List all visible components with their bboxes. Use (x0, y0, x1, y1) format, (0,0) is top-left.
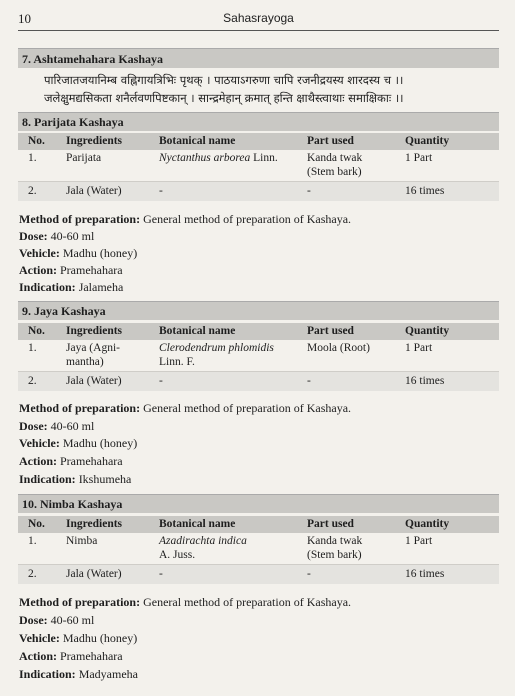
method-of-preparation: Method of preparation: General method of preparation of Kashaya. (19, 595, 352, 609)
table-row (18, 372, 499, 392)
cell-quantity: 1 Part (401, 533, 499, 565)
cell-part-used: Moola (Root) (303, 340, 401, 372)
ingredient-line-1: Jaya (Agni- (66, 342, 120, 354)
dose: Dose: 40-60 ml (19, 613, 95, 627)
part-line-2: (Stem bark) (307, 549, 362, 561)
header-quantity: Quantity (405, 325, 450, 337)
cell-ingredient (62, 340, 155, 372)
dose: Dose: 40-60 ml (19, 419, 95, 433)
header-part-used: Part used (307, 518, 354, 530)
cell-botanical: - (155, 182, 303, 202)
botanical-author: A. Juss. (159, 549, 196, 561)
ingredient-line-2: mantha) (66, 356, 104, 368)
header-part-used: Part used (307, 135, 354, 147)
cell-botanical (155, 533, 303, 565)
cell-no: 1. (18, 150, 62, 182)
header-botanical-name: Botanical name (159, 135, 236, 147)
part-line-1: Kanda twak (307, 152, 363, 164)
cell-no: 1. (18, 533, 62, 565)
header-ingredients: Ingredients (66, 135, 123, 147)
cell-ingredient: Nimba (62, 533, 155, 565)
cell-no: 2. (18, 182, 62, 202)
action: Action: Pramehahara (19, 649, 123, 663)
indication: Indication: Ikshumeha (19, 472, 132, 486)
cell-quantity: 1 Part (401, 150, 499, 182)
header-ingredients: Ingredients (66, 518, 123, 530)
botanical-author: Linn. F. (159, 356, 195, 368)
botanical-species: Clerodendrum phlomidis (159, 342, 274, 354)
cell-no: 2. (18, 565, 62, 585)
botanical-author: Linn. (250, 152, 278, 164)
header-botanical-name: Botanical name (159, 518, 236, 530)
cell-botanical (155, 150, 303, 182)
header-no: No. (28, 518, 45, 530)
botanical-species: Azadirachta indica (159, 535, 247, 547)
cell-botanical: - (155, 565, 303, 585)
table-row (18, 565, 499, 585)
header-quantity: Quantity (405, 518, 450, 530)
section-title-8: 8. Parijata Kashaya (18, 112, 499, 131)
part-line-1: Kanda twak (307, 535, 363, 547)
cell-quantity: 16 times (401, 565, 499, 585)
indication: Indication: Jalameha (19, 280, 124, 294)
cell-ingredient: Parijata (62, 150, 155, 182)
section-title-9: 9. Jaya Kashaya (18, 301, 499, 320)
running-title: Sahasrayoga (223, 11, 294, 25)
cell-part-used: - (303, 372, 401, 392)
part-line-2: (Stem bark) (307, 166, 362, 178)
cell-ingredient: Jala (Water) (62, 565, 155, 585)
ingredients-table-8 (18, 133, 499, 201)
header-ingredients: Ingredients (66, 325, 123, 337)
table-row (18, 533, 499, 565)
header-quantity: Quantity (405, 135, 450, 147)
cell-quantity: 16 times (401, 182, 499, 202)
action: Action: Pramehahara (19, 263, 123, 277)
header-no: No. (28, 135, 45, 147)
indication: Indication: Madyameha (19, 667, 138, 681)
ingredients-table-10 (18, 516, 499, 584)
header-botanical-name: Botanical name (159, 325, 236, 337)
cell-part-used: - (303, 565, 401, 585)
header-part-used: Part used (307, 325, 354, 337)
cell-part-used (303, 150, 401, 182)
page-header (18, 8, 499, 31)
table-header-row (18, 133, 499, 150)
sanskrit-verse-line-1: पारिजातजयानिम्ब वह्निगायत्रिभिः पृथक् । पाठयाऽगरुणा चापि रजनीद्रयस्य शारदस्य च ।। (44, 73, 404, 87)
vehicle: Vehicle: Madhu (honey) (19, 246, 138, 260)
action: Action: Pramehahara (19, 454, 123, 468)
table-row (18, 150, 499, 182)
sanskrit-verse-line-2: जलेक्षुमद्यसिकता शनैर्लवणपिष्टकान् । सान्द्रमेहान् क्रमात् हन्ति क्षाथैस्त्वाथाः समाक्षिकाः ।। (44, 91, 404, 105)
table-header-row (18, 516, 499, 533)
cell-botanical (155, 340, 303, 372)
cell-no: 2. (18, 372, 62, 392)
section-title-10: 10. Nimba Kashaya (18, 494, 499, 513)
method-of-preparation: Method of preparation: General method of preparation of Kashaya. (19, 401, 352, 415)
vehicle: Vehicle: Madhu (honey) (19, 631, 138, 645)
botanical-species: Nyctanthus arborea (159, 152, 251, 164)
section-title-7: 7. Ashtamehahara Kashaya (18, 48, 499, 68)
table-row (18, 182, 499, 202)
vehicle: Vehicle: Madhu (honey) (19, 436, 138, 450)
table-row (18, 340, 499, 372)
method-of-preparation: Method of preparation: General method of preparation of Kashaya. (19, 212, 352, 226)
cell-part-used: - (303, 182, 401, 202)
ingredients-table-9 (18, 323, 499, 391)
cell-quantity: 16 times (401, 372, 499, 392)
cell-ingredient: Jala (Water) (62, 372, 155, 392)
cell-botanical: - (155, 372, 303, 392)
page-number: 10 (18, 11, 31, 26)
cell-part-used (303, 533, 401, 565)
cell-ingredient: Jala (Water) (62, 182, 155, 202)
dose: Dose: 40-60 ml (19, 229, 95, 243)
cell-no: 1. (18, 340, 62, 372)
table-header-row (18, 323, 499, 340)
cell-quantity: 1 Part (401, 340, 499, 372)
header-no: No. (28, 325, 45, 337)
